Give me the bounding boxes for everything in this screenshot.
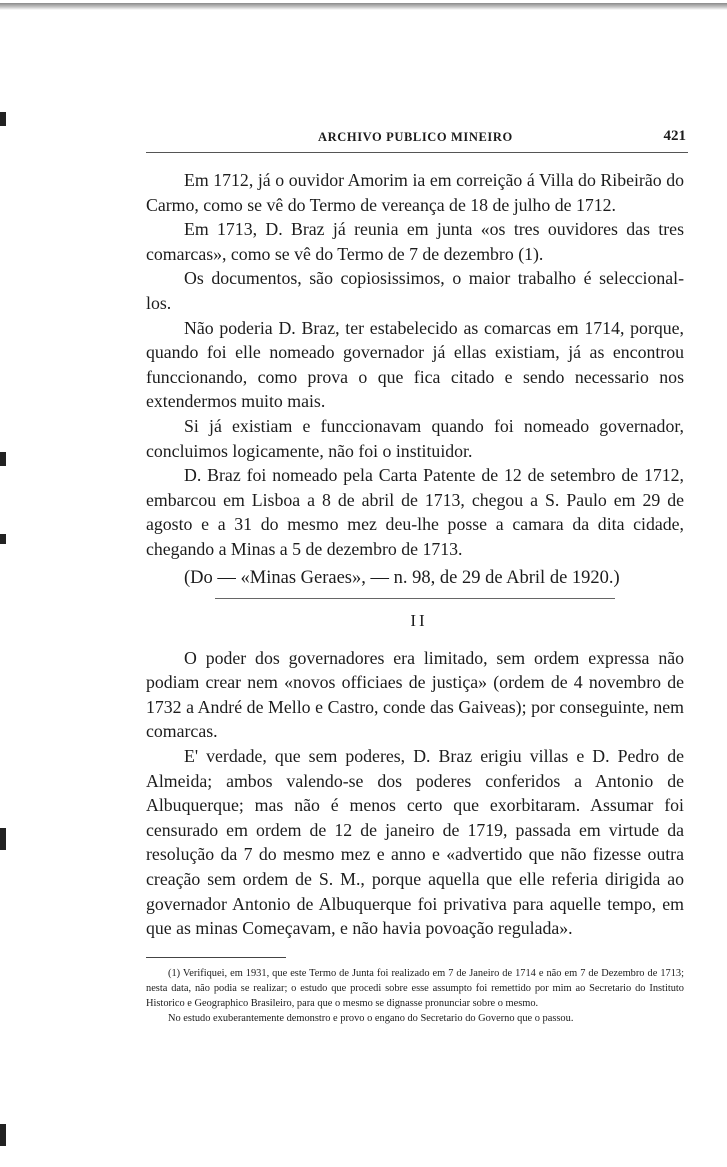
paragraph: E' verdade, que sem poderes, D. Braz erigiu villas e D. Pedro de Almeida; ambos valendo-se dos poderes conferidos a Antonio de Albuquerque; mas não é menos certo que exorbitaram. Assumar foi censurado em ordem de 12 de janeiro de 1719, passada em virtude da resolução da 7 do mesmo mez e anno e «advertido que não fizesse outra creação sem ordem de S. M., porque aquella que elle referia dirigida ao governador Antonio de Albuquerque foi privativa para aquelle tempo, em que as minas Começavam, e não havia povoação regulada».: [146, 746, 684, 939]
paragraph: Si já existiam e funccionavam quando foi nomeado governador, concluimos logicamente, não foi o instituidor.: [146, 415, 684, 461]
source-citation: (Do — «Minas Geraes», — n. 98, de 29 de Abril de 1920.): [184, 567, 620, 588]
header-rule: [146, 152, 688, 153]
footnote: No estudo exuberantemente demonstro e provo o engano do Secretario do Governo que o passou.: [168, 1012, 574, 1024]
section-divider: [215, 598, 615, 599]
paragraph: D. Braz foi nomeado pela Carta Patente de 12 de setembro de 1712, embarcou em Lisboa a 8 de abril de 1713, chegou a S. Paulo em 29 de agosto e a 31 do mesmo mez deu-lhe posse a camara da dita cidade, chegando a Minas a 5 de dezembro de 1713.: [146, 465, 684, 559]
binding-mark: [0, 452, 6, 466]
footnotes: [146, 966, 684, 1026]
paragraph: Em 1713, D. Braz já reunia em junta «os tres ouvidores das tres comarcas», como se vê do Termo de 7 de dezembro (1).: [146, 219, 684, 264]
body-text: [146, 168, 684, 1026]
paragraph: Os documentos, são copiosissimos, o maior trabalho é seleccional-los.: [146, 268, 684, 313]
running-title: ARCHIVO PUBLICO MINEIRO: [318, 130, 513, 144]
page-header: [148, 128, 686, 150]
page-top-edge: [0, 3, 727, 10]
footnote: (1) Verifiquei, em 1931, que este Termo de Junta foi realizado em 7 de Janeiro de 1714 e não em 7 de Dezembro de 1713; nesta data, não podia se realizar; o estudo que procedi sobre esse assumpto foi remettido por mim ao Secretario do Instituto Historico e Geographico Brasileiro, para que o mesmo se dignasse pronunciar sobre o mesmo.: [146, 967, 684, 1009]
paragraph: Não poderia D. Braz, ter estabelecido as comarcas em 1714, porque, quando foi elle nomeado governador já ellas existiam, já as encontrou funccionando, como prova o que fica citado e sendo necessario nos extendermos muito mais.: [146, 317, 684, 412]
section-numeral: II: [410, 611, 428, 631]
binding-mark: [0, 534, 6, 544]
paragraph: O poder dos governadores era limitado, sem ordem expressa não podiam crear nem «novos officiaes de justiça» (ordem de 4 novembro de 1732 a André de Mello e Castro, conde das Gaiveas); por conseguinte, nem comarcas.: [146, 647, 684, 742]
paragraph: Em 1712, já o ouvidor Amorim ia em correição á Villa do Ribeirão do Carmo, como se vê do Termo de vereança de 18 de julho de 1712.: [146, 170, 684, 215]
page-number: 421: [663, 128, 686, 144]
binding-mark: [0, 112, 6, 126]
binding-mark: [0, 828, 6, 850]
binding-mark: [0, 1124, 6, 1146]
footnote-rule: [146, 957, 286, 958]
